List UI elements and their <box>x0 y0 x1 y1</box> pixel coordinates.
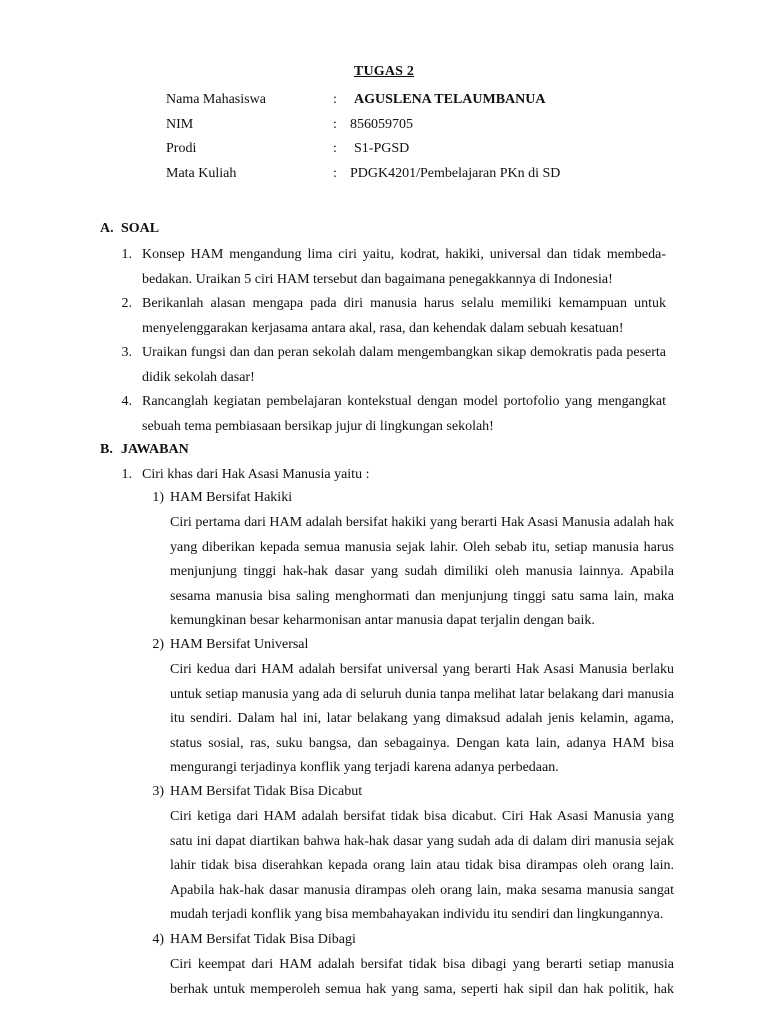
info-row-name <box>166 88 560 113</box>
question-text: Konsep HAM mengandung lima ciri yaitu, kodrat, hakiki, universal dan tidak membeda-bedakan. Uraikan 5 ciri HAM tersebut dan bagaimana penegakkannya di Indonesia! <box>142 247 666 287</box>
point-title: HAM Bersifat Universal <box>170 637 309 652</box>
section-a-heading <box>100 221 159 237</box>
question-text: Berikanlah alasan mengapa pada diri manusia harus selalu memiliki kemampuan untuk menyelenggarakan kerjasama antara akal, rasa, dan kehendak dalam sebuah kesatuan! <box>142 296 666 336</box>
point-paragraph: Ciri ketiga dari HAM adalah bersifat tidak bisa dicabut. Ciri Hak Asasi Manusia yang satu ini dapat diartikan bahwa hak-hak dasar yang sudah ada di dalam diri manusia sejak lahir tidak bisa diserahkan kepada orang lain atau tidak bisa dirampas oleh orang lain. Apabila hak-hak dasar manusia dirampas oleh orang lain, maka sesama manusia sangat mudah terjadi konflik yang bisa membahayakan individu itu sendiri dan lingkungannya. <box>170 809 674 923</box>
info-row-prodi <box>166 137 560 162</box>
document-title: TUGAS 2 <box>353 64 415 79</box>
info-row-course <box>166 162 560 187</box>
point-title: HAM Bersifat Hakiki <box>170 490 293 505</box>
info-colon: : <box>333 141 337 157</box>
point-title: HAM Bersifat Tidak Bisa Dibagi <box>170 932 356 947</box>
list-number: 3. <box>121 345 132 360</box>
info-colon: : <box>333 116 337 132</box>
list-number: 2. <box>121 296 132 311</box>
question-text: Rancanglah kegiatan pembelajaran kontekstual dengan model portofolio yang mengangkat sebuah tema pembiasaan bersikap jujur di lingkungan sekolah! <box>142 394 666 434</box>
question-item <box>121 292 666 341</box>
question-item <box>121 243 666 292</box>
question-item <box>121 341 666 390</box>
info-value: AGUSLENA TELAUMBANUA <box>354 92 546 107</box>
point-title: HAM Bersifat Tidak Bisa Dicabut <box>170 784 363 799</box>
point-number: 2) <box>152 637 164 652</box>
list-number: 1. <box>121 247 132 262</box>
point-number: 1) <box>152 490 164 505</box>
point-heading <box>152 784 363 800</box>
point-heading <box>152 490 293 506</box>
point-heading <box>152 637 309 653</box>
info-label: Nama Mahasiswa <box>166 92 266 107</box>
list-number: 1. <box>121 467 132 482</box>
point-paragraph: Ciri kedua dari HAM adalah bersifat universal yang berarti Hak Asasi Manusia berlaku untuk setiap manusia yang ada di seluruh dunia tanpa melihat latar belakang dari manusia itu sendiri. Dalam hal ini, latar belakang yang dimaksud adalah jenis kelamin, agama, status sosial, ras, suku bangsa, dan sebagainya. Dengan kata lain, adanya HAM bisa mengurangi terjadinya konflik yang terjadi karena adanya perbedaan. <box>170 662 674 776</box>
info-colon: : <box>333 166 337 182</box>
info-value: S1-PGSD <box>354 141 410 157</box>
question-item <box>121 390 666 439</box>
info-row-nim <box>166 113 560 138</box>
info-value: PDGK4201/Pembelajaran PKn di SD <box>350 166 561 182</box>
point-heading <box>152 932 356 948</box>
section-title: SOAL <box>121 221 160 236</box>
answer-intro: Ciri khas dari Hak Asasi Manusia yaitu : <box>142 467 370 482</box>
section-title: JAWABAN <box>121 442 189 457</box>
info-value: 856059705 <box>350 116 413 132</box>
section-b-heading <box>100 442 189 458</box>
info-label: NIM <box>166 116 194 132</box>
info-label: Prodi <box>166 141 197 157</box>
point-number: 3) <box>152 784 164 799</box>
answer-item <box>121 463 672 488</box>
point-number: 4) <box>152 932 164 947</box>
question-text: Uraikan fungsi dan dan peran sekolah dalam mengembangkan sikap demokratis pada peserta didik sekolah dasar! <box>142 345 666 385</box>
list-number: 4. <box>121 394 132 409</box>
info-colon: : <box>333 92 337 107</box>
section-letter: B. <box>100 442 113 457</box>
point-paragraph: Ciri pertama dari HAM adalah bersifat hakiki yang berarti Hak Asasi Manusia adalah hak yang diberikan kepada semua manusia sejak lahir. Oleh sebab itu, setiap manusia harus menjunjung tinggi hak-hak dasar yang sudah dimiliki oleh manusia lainnya. Apabila sesama manusia bisa saling menghormati dan menjunjung tinggi satu sama lain, maka kemungkinan besar keharmonisan antar manusia dapat terjalin dengan baik. <box>170 515 674 629</box>
info-label: Mata Kuliah <box>166 166 237 182</box>
student-info <box>166 88 560 187</box>
section-letter: A. <box>100 221 114 236</box>
point-paragraph: Ciri keempat dari HAM adalah bersifat tidak bisa dibagi yang berarti setiap manusia berhak untuk memperoleh semua hak yang sama, seperti hak sipil dan hak politik, hak <box>170 957 674 997</box>
